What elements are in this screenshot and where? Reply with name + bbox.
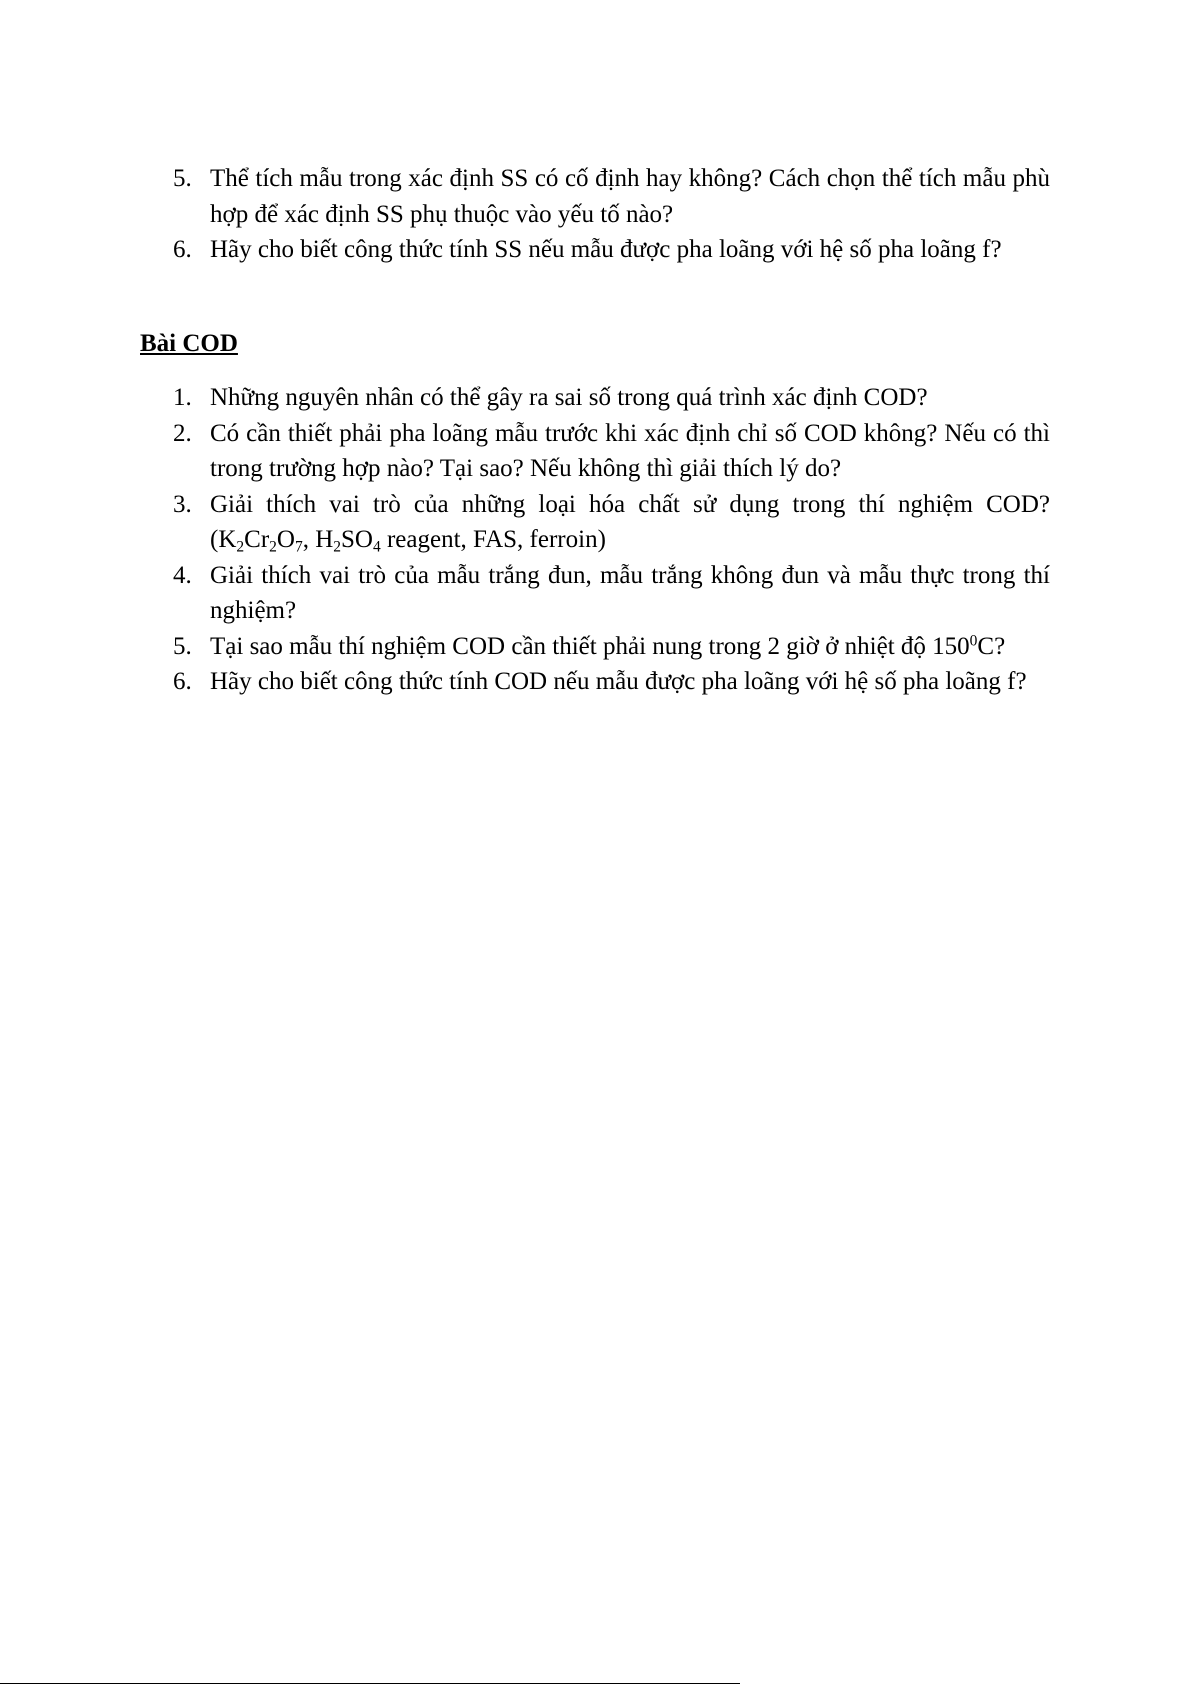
list-item — [140, 664, 1050, 700]
item-number: 3. — [173, 490, 192, 518]
text-segment: Cr — [244, 526, 270, 553]
subscript: 2 — [236, 538, 245, 556]
list-item — [140, 416, 1050, 487]
text-segment: Giải thích vai trò của những loại hóa chất sử dụng trong thí nghiệm COD? (K — [210, 490, 1050, 553]
item-text: Hãy cho biết công thức tính SS nếu mẫu được pha loãng với hệ số pha loãng f? — [210, 236, 1002, 263]
item-number: 1. — [173, 384, 192, 411]
subscript: 7 — [294, 538, 303, 556]
text-segment: Tại sao mẫu thí nghiệm COD cần thiết phải nung trong 2 giờ ở nhiệt độ 150 — [210, 632, 970, 660]
superscript: 0 — [969, 631, 978, 649]
list-item — [140, 380, 1050, 416]
text-segment: reagent, FAS, ferroin) — [380, 526, 606, 553]
item-text: Có cần thiết phải pha loãng mẫu trước khi xác định chỉ số COD không? Nếu có thì trong trường hợp nào? Tại sao? Nếu không thì giải thích lý do? — [210, 419, 1050, 482]
item-number: 5. — [173, 632, 192, 660]
item-text — [210, 491, 1050, 554]
item-text: Giải thích vai trò của mẫu trắng đun, mẫu trắng không đun và mẫu thực trong thí nghiệm? — [210, 561, 1050, 624]
item-number: 5. — [173, 165, 192, 192]
text-segment: , H — [302, 526, 334, 553]
item-number: 6. — [173, 236, 192, 263]
list-item — [140, 232, 1050, 268]
cod-question-list — [140, 380, 1050, 700]
bottom-divider — [0, 1683, 740, 1684]
list-item — [140, 161, 1050, 232]
subscript: 4 — [372, 538, 381, 556]
list-item — [140, 487, 1050, 558]
subscript: 2 — [269, 538, 277, 556]
item-number: 4. — [173, 561, 192, 589]
ss-question-list — [140, 161, 1050, 268]
list-item — [140, 629, 1050, 665]
item-text — [210, 633, 1005, 660]
list-item — [140, 558, 1050, 629]
item-number: 2. — [173, 419, 192, 447]
item-number: 6. — [173, 668, 192, 695]
item-text: Thể tích mẫu trong xác định SS có cố định hay không? Cách chọn thể tích mẫu phù hợp để xác định SS phụ thuộc vào yếu tố nào? — [210, 165, 1050, 228]
text-segment: C? — [977, 632, 1006, 660]
text-segment: SO — [341, 526, 373, 553]
text-segment: O — [276, 526, 295, 553]
item-text: Những nguyên nhân có thể gây ra sai số trong quá trình xác định COD? — [210, 384, 928, 411]
section-heading: Bài COD — [140, 330, 238, 357]
item-text: Hãy cho biết công thức tính COD nếu mẫu được pha loãng với hệ số pha loãng f? — [210, 668, 1027, 695]
subscript: 2 — [333, 538, 342, 556]
